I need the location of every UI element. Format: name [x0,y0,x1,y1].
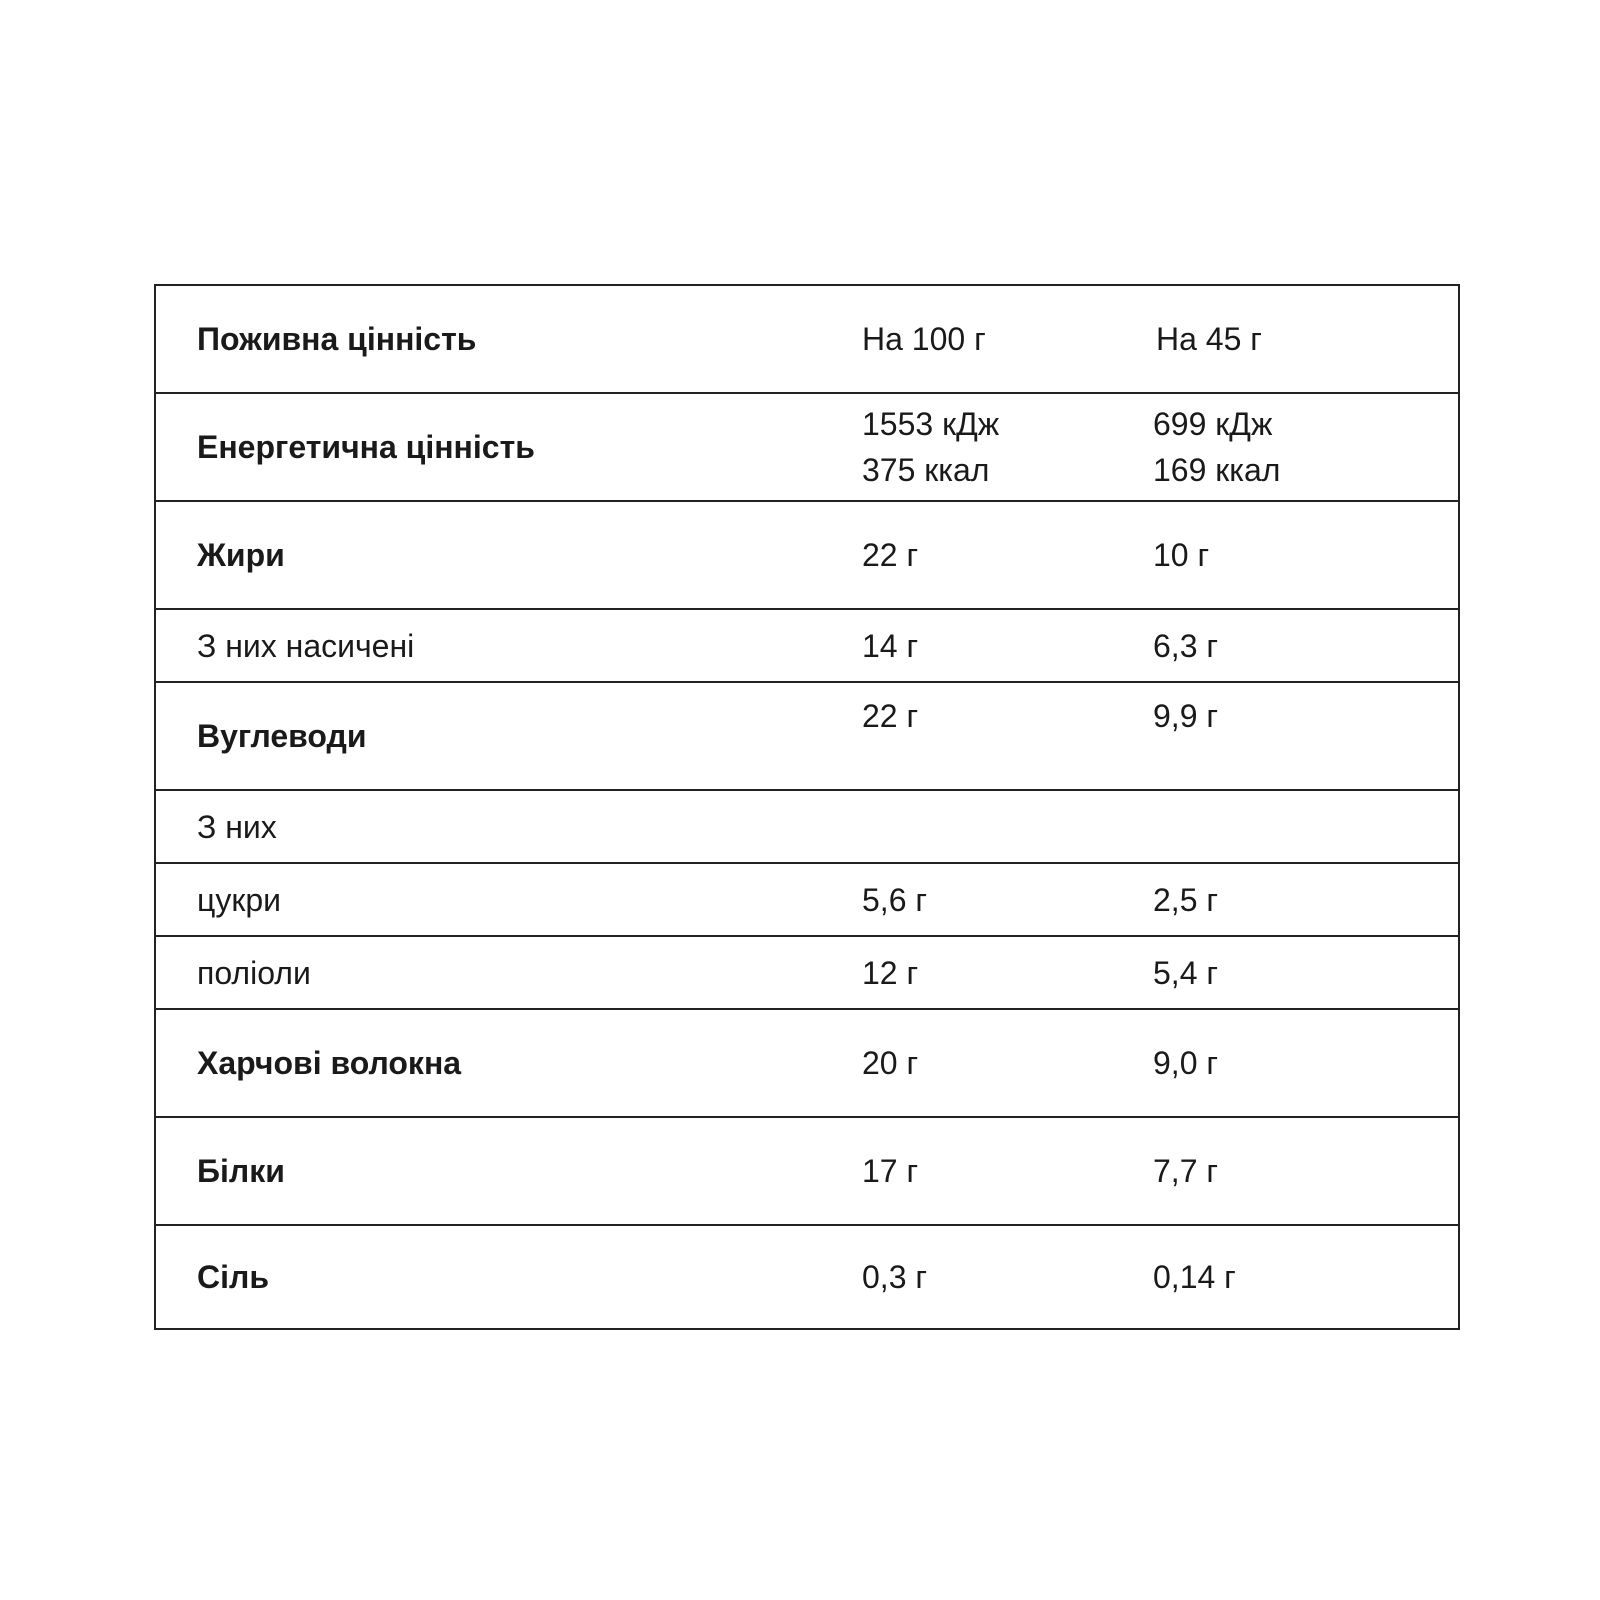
polyols-label: поліоли [197,954,311,991]
table-row-fats [156,502,1458,610]
carbs-label: Вуглеводи [197,718,367,754]
fats-per-100: 22 г [862,537,919,573]
table-row-saturated [156,610,1458,683]
salt-label: Сіль [197,1259,269,1295]
polyols-per-45: 5,4 г [1153,954,1219,991]
energy-per-100-kcal: 375 ккал [862,452,990,488]
fiber-per-100: 20 г [862,1045,919,1081]
table-row-energy [156,394,1458,502]
energy-per-45-kj: 699 кДж [1153,406,1273,442]
fats-per-45: 10 г [1153,537,1210,573]
protein-label: Білки [197,1153,285,1189]
table-row-protein [156,1118,1458,1226]
saturated-per-45: 6,3 г [1153,627,1219,664]
carbs-per-100: 22 г [862,698,919,734]
table-row-fiber [156,1010,1458,1118]
carbs-per-45: 9,9 г [1153,698,1219,734]
energy-per-100-kj: 1553 кДж [862,406,1000,442]
fiber-label: Харчові волокна [197,1045,462,1081]
sugars-per-100: 5,6 г [862,881,928,918]
saturated-per-100: 14 г [862,627,919,664]
table-header-row [156,286,1458,394]
energy-label: Енергетична цінність [197,429,535,465]
sugars-label: цукри [197,881,281,918]
polyols-per-100: 12 г [862,954,919,991]
energy-per-45-kcal: 169 ккал [1153,452,1281,488]
header-per-45: На 45 г [1156,321,1262,357]
salt-per-45: 0,14 г [1153,1259,1236,1295]
header-label: Поживна цінність [197,321,477,357]
table-row-sugars [156,864,1458,937]
table-row-carbs [156,683,1458,791]
salt-per-100: 0,3 г [862,1259,928,1295]
header-per-100: На 100 г [862,321,986,357]
of-which-label: З них [197,808,277,845]
table-row-salt [156,1226,1458,1328]
sugars-per-45: 2,5 г [1153,881,1219,918]
nutrition-table [154,284,1460,1330]
table-row-of-which [156,791,1458,864]
fiber-per-45: 9,0 г [1153,1045,1219,1081]
protein-per-100: 17 г [862,1153,919,1189]
saturated-label: З них насичені [197,627,415,664]
protein-per-45: 7,7 г [1153,1153,1219,1189]
fats-label: Жири [197,537,285,573]
table-row-polyols [156,937,1458,1010]
